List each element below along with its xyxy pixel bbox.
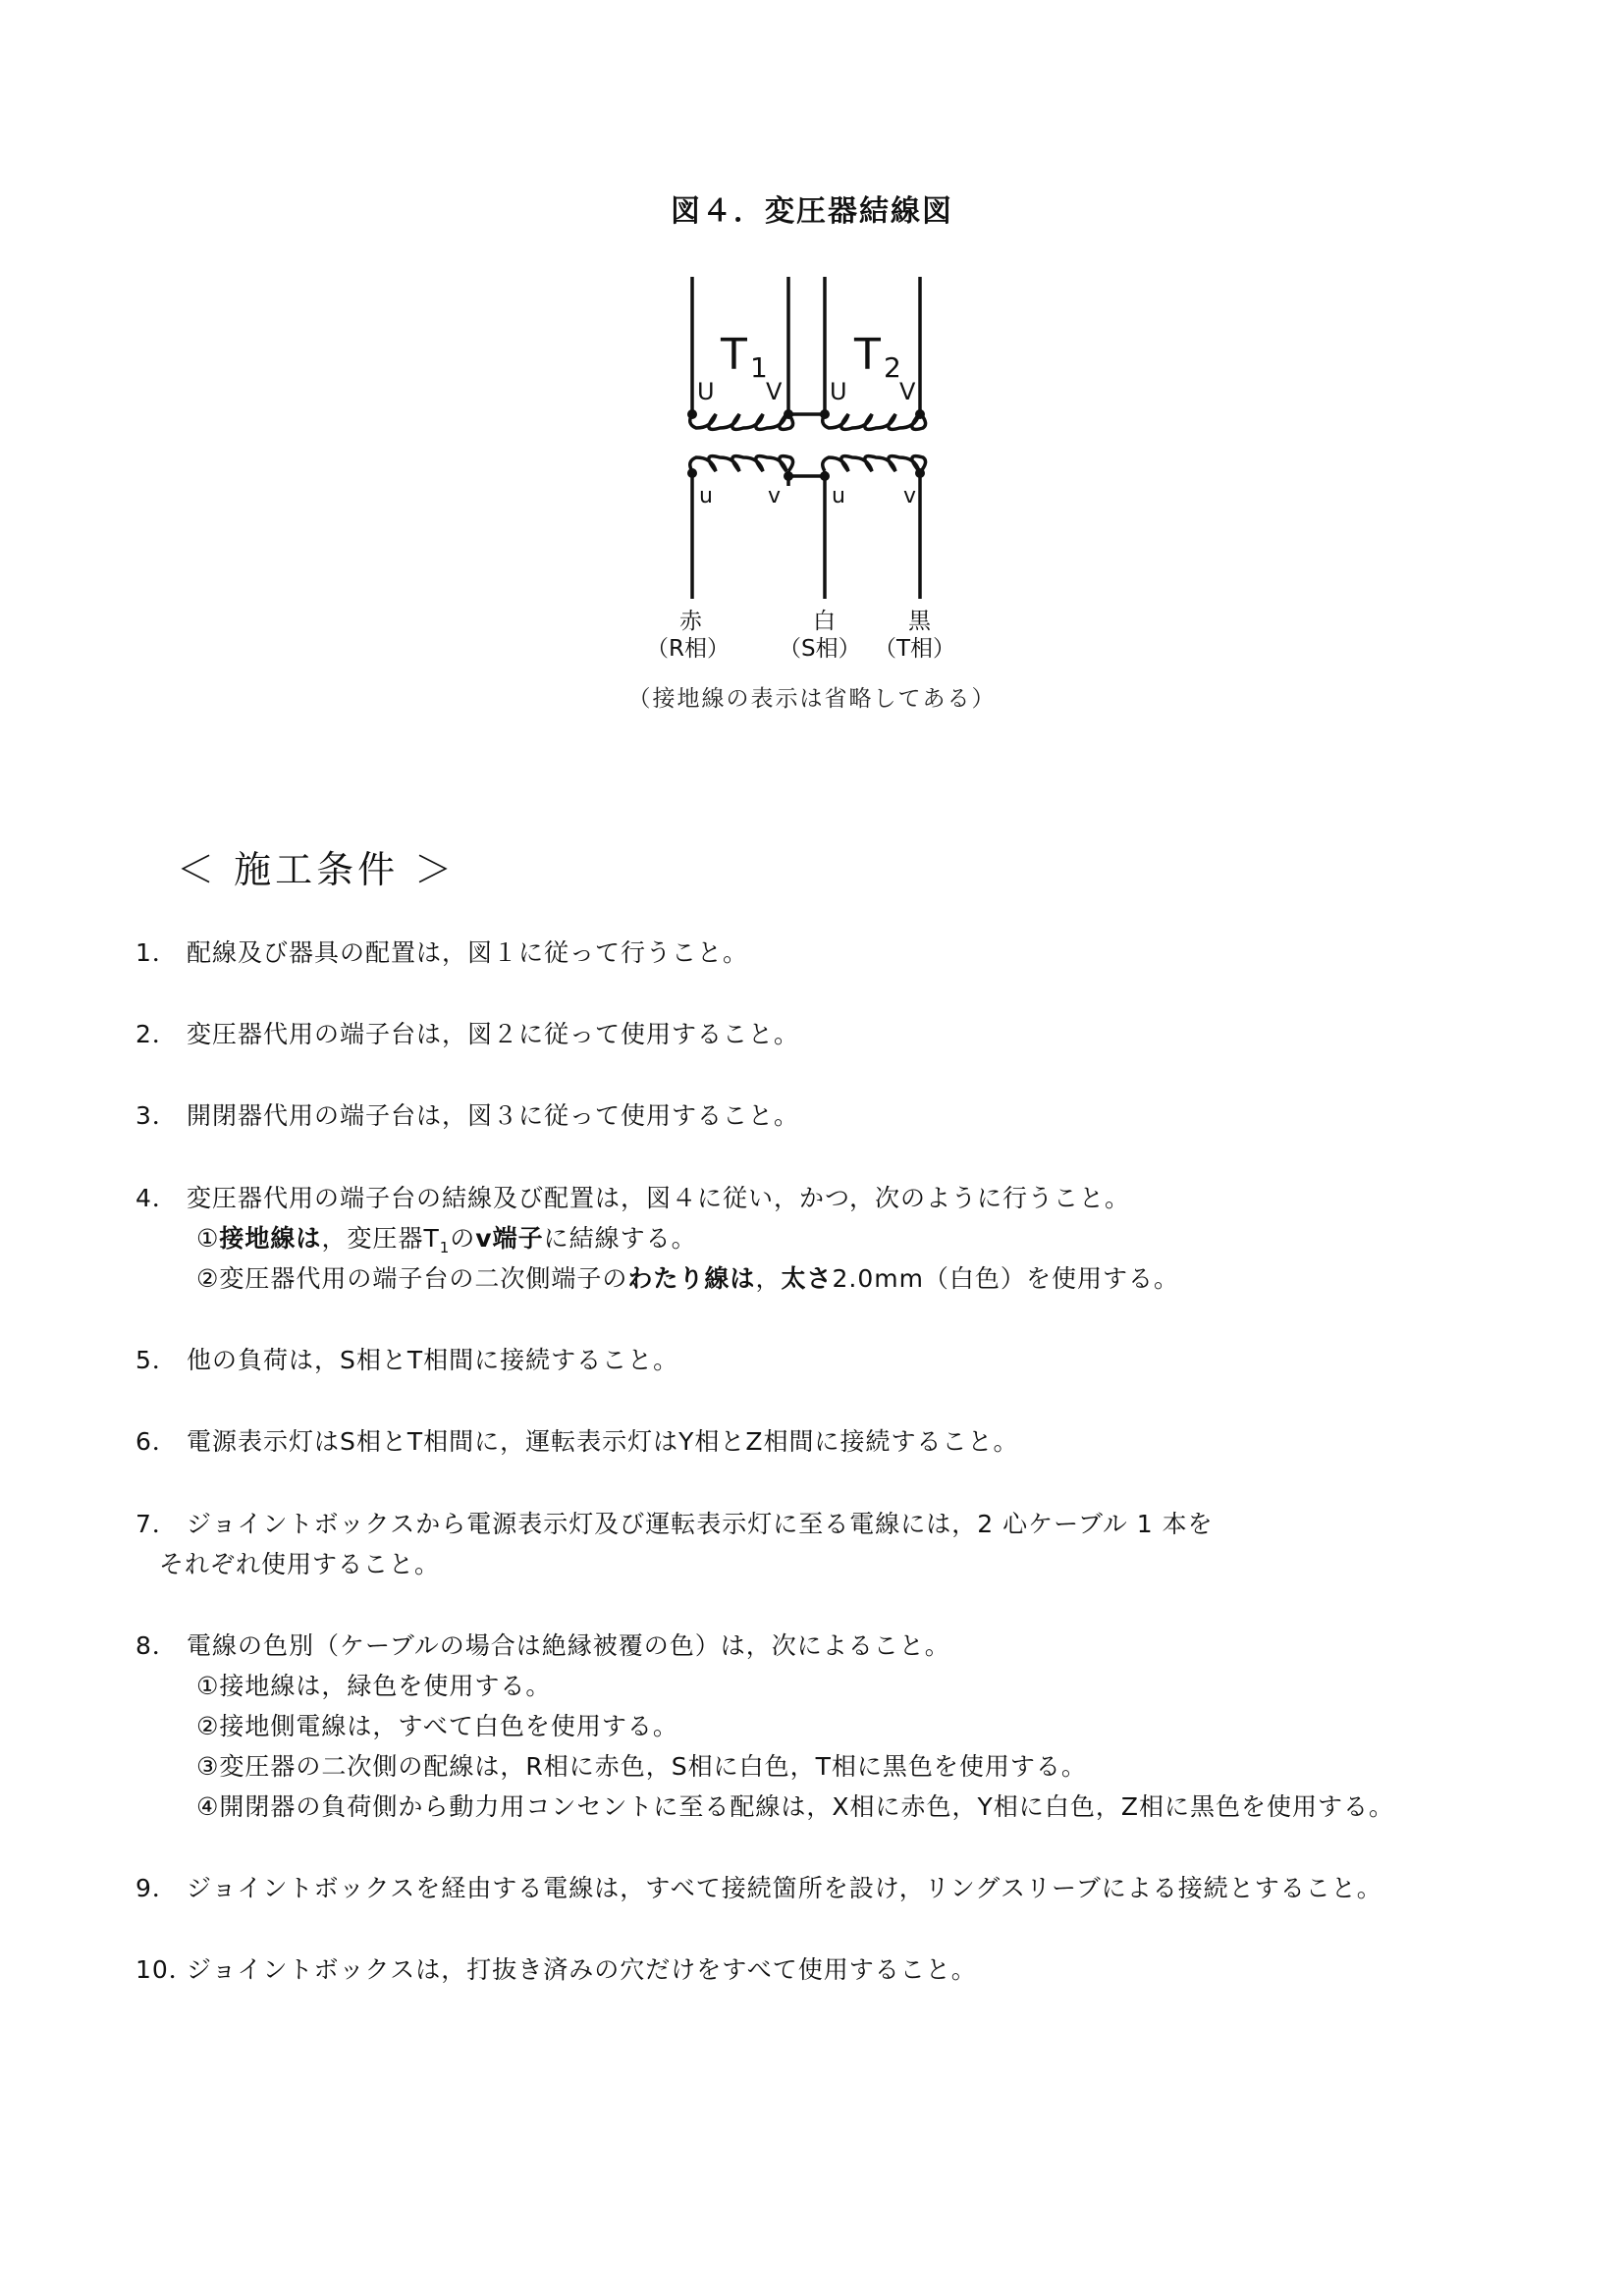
condition-item: 4． 変圧器代用の端子台の結線及び配置は，図４に従い，かつ，次のように行うこと。: [135, 1184, 1131, 1212]
t1-v-terminal: V: [766, 378, 783, 405]
t2-v-secondary: v: [903, 484, 917, 508]
transformer-wiring-diagram: [628, 265, 962, 667]
t2-v-terminal: V: [899, 378, 916, 405]
t1-label: T: [721, 330, 747, 380]
condition-item: 8． 電線の色別（ケーブルの場合は絶縁被覆の色）は，次によること。: [135, 1631, 950, 1660]
condition-item: 2． 変圧器代用の端子台は，図２に従って使用すること。: [135, 1020, 800, 1048]
wire-phase-r: （R相）: [646, 636, 730, 662]
condition-subitem: ①接地線は，緑色を使用する。: [196, 1672, 552, 1700]
t2-primary-coil: [823, 414, 926, 429]
section-title: ＜ 施工条件 ＞: [177, 848, 457, 891]
wire-color-black: 黒: [908, 609, 931, 634]
t2-label: T: [854, 330, 881, 380]
condition-item: 1． 配線及び器具の配置は，図１に従って行うこと。: [135, 938, 749, 967]
condition-item: 6． 電源表示灯はS相とT相間に，運転表示灯はY相とZ相間に接続すること。: [135, 1427, 1019, 1456]
condition-subitem: ②変圧器代用の端子台の二次側端子のわたり線は，太さ2.0mm（白色）を使用する。: [196, 1264, 1179, 1293]
t1-primary-coil: [690, 414, 793, 429]
t1-secondary-coil: [690, 456, 793, 471]
figure-title: 図４．変圧器結線図: [671, 194, 953, 229]
condition-continuation: それぞれ使用すること。: [159, 1550, 441, 1578]
condition-item: 9． ジョイントボックスを経由する電線は，すべて接続箇所を設け，リングスリーブによる接続とすること。: [135, 1874, 1382, 1902]
t1-u-terminal: U: [697, 378, 715, 405]
t1-v-secondary: v: [768, 484, 782, 508]
t1-u-secondary: u: [699, 484, 713, 508]
figure-caption: （接地線の表示は省略してある）: [627, 686, 997, 712]
t2-secondary-coil: [823, 456, 926, 471]
wire-phase-s: （S相）: [779, 636, 861, 662]
condition-subitem: ④開閉器の負荷側から動力用コンセントに至る配線は，X相に赤色，Y相に白色，Z相に黒色を使用する。: [196, 1792, 1394, 1821]
t2-u-secondary: u: [832, 484, 845, 508]
condition-subitem: ①接地線は，変圧器$T_1$のv端子に結線する。: [196, 1224, 697, 1256]
wire-color-red: 赤: [679, 609, 702, 634]
wire-color-white: 白: [813, 609, 836, 634]
t2-subscript: 2: [884, 351, 901, 384]
condition-item: 10．ジョイントボックスは，打抜き済みの穴だけをすべて使用すること。: [135, 1955, 977, 1984]
condition-item: 5． 他の負荷は，S相とT相間に接続すること。: [135, 1346, 679, 1374]
condition-subitem: ③変圧器の二次側の配線は，R相に赤色，S相に白色，T相に黒色を使用する。: [196, 1752, 1087, 1781]
wire-phase-t: （T相）: [874, 636, 956, 662]
condition-item: 7． ジョイントボックスから電源表示灯及び運転表示灯に至る電線には，2 心ケーブル 1 本を: [135, 1510, 1214, 1538]
t2-u-terminal: U: [830, 378, 847, 405]
condition-item: 3． 開閉器代用の端子台は，図３に従って使用すること。: [135, 1101, 800, 1130]
t1-subscript: 1: [750, 351, 768, 384]
condition-subitem: ②接地側電線は，すべて白色を使用する。: [196, 1712, 678, 1740]
